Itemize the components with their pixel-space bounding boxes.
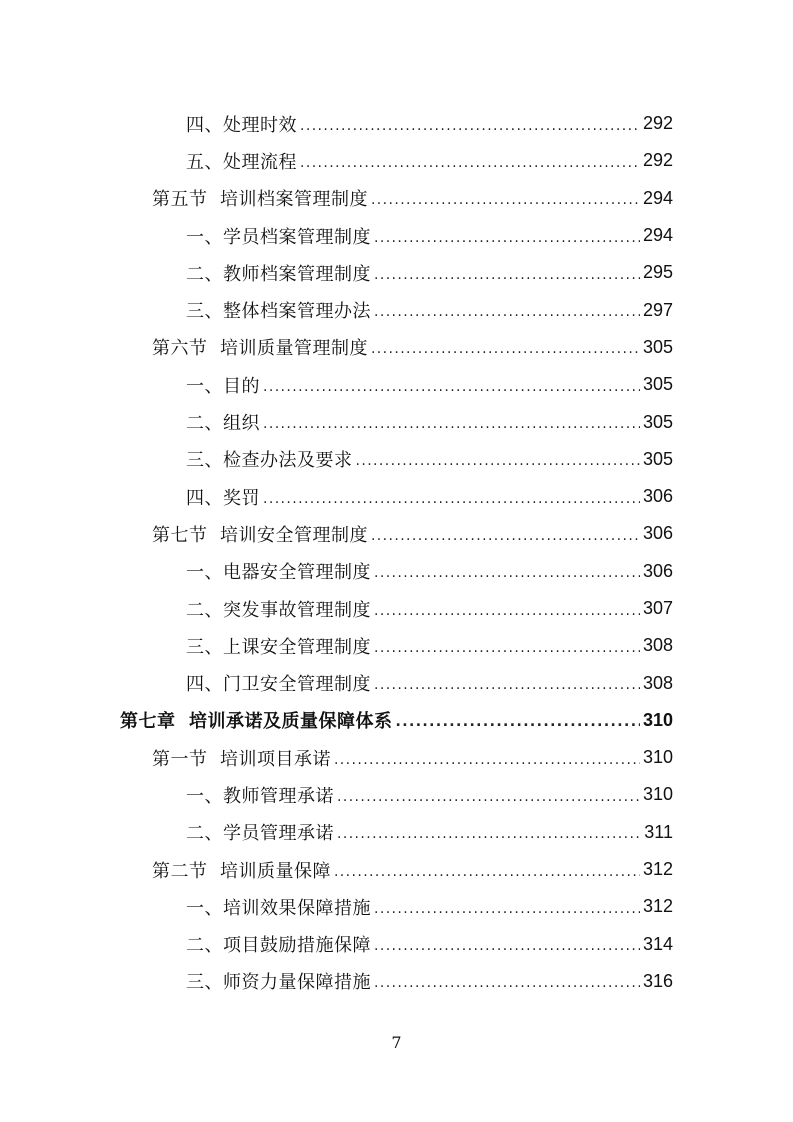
toc-entry-label: 三、上课安全管理制度 [186,636,371,658]
toc-entry-page-number: 292 [642,150,673,171]
toc-chapter-entry[interactable] [0,702,673,739]
toc-entry-label: 四、处理时效 [186,114,297,136]
toc-subsection-entry[interactable] [0,403,673,440]
toc-subsection-entry[interactable] [0,142,673,179]
dot-leader [337,789,640,805]
dot-leader [334,864,640,880]
dot-leader [263,491,640,507]
toc-entry-label: 五、处理流程 [186,151,297,173]
toc-entry-label: 四、奖罚 [186,487,260,509]
dot-leader [371,528,640,544]
toc-entry-page-number: 294 [642,225,673,246]
toc-entry-label: 二、教师档案管理制度 [186,263,371,285]
toc-entry-label: 第六节 培训质量管理制度 [152,338,368,360]
toc-entry-page-number: 308 [642,672,673,693]
toc-entry-label: 第五节 培训档案管理制度 [152,189,368,211]
toc-entry-label: 第七节 培训安全管理制度 [152,524,368,546]
toc-subsection-entry[interactable] [0,627,673,664]
toc-entry-page-number: 306 [642,486,673,507]
dot-leader [374,677,640,693]
toc-entry-page-number: 307 [642,598,673,618]
toc-entry-page-number: 297 [642,299,673,320]
toc-subsection-entry[interactable] [0,963,673,1000]
toc-entry-page-number: 314 [642,933,673,954]
dot-leader [371,192,640,208]
toc-entry-page-number: 312 [642,896,673,917]
toc-entry-label: 一、学员档案管理制度 [186,226,371,248]
toc-entry-page-number: 305 [642,336,673,357]
toc-entry-label: 三、师资力量保障措施 [186,972,371,994]
dot-leader [374,975,640,991]
toc-entry-page-number: 305 [642,411,673,432]
toc-entry-label: 二、项目鼓励措施保障 [186,935,371,957]
toc-section-entry[interactable] [0,180,673,217]
toc-entry-page-number: 305 [642,374,673,395]
dot-leader [374,565,640,581]
toc-entry-label: 一、培训效果保障措施 [186,897,371,919]
toc-entry-label: 二、突发事故管理制度 [186,599,371,621]
dot-leader [356,453,640,469]
toc-section-entry[interactable] [0,515,673,552]
toc-entry-page-number: 306 [642,560,673,581]
toc-section-entry[interactable] [0,739,673,776]
table-of-contents [0,105,793,1000]
toc-entry-page-number: 295 [642,262,673,283]
dot-leader [374,640,640,656]
toc-entry-page-number: 316 [642,970,673,991]
toc-subsection-entry[interactable] [0,553,673,590]
dot-leader [396,714,640,730]
toc-entry-label: 二、学员管理承诺 [186,823,334,845]
dot-leader [263,379,640,395]
toc-entry-label: 第一节 培训项目承诺 [152,748,331,770]
toc-subsection-entry[interactable] [0,888,673,925]
dot-leader [371,341,640,357]
dot-leader [337,826,641,842]
page-number: 7 [391,1033,402,1052]
toc-entry-label: 三、整体档案管理办法 [186,301,371,323]
toc-subsection-entry[interactable] [0,776,673,813]
dot-leader [374,304,640,320]
toc-entry-page-number: 310 [642,709,673,730]
toc-entry-label: 第七章 培训承诺及质量保障体系 [120,711,393,733]
toc-subsection-entry[interactable] [0,814,673,851]
dot-leader [374,603,640,619]
toc-entry-page-number: 305 [642,448,673,469]
toc-subsection-entry[interactable] [0,366,673,403]
dot-leader [263,416,640,432]
toc-entry-page-number: 306 [642,523,673,544]
dot-leader [300,155,640,171]
dot-leader [374,267,640,283]
toc-subsection-entry[interactable] [0,217,673,254]
toc-subsection-entry[interactable] [0,590,673,627]
toc-entry-page-number: 292 [642,113,673,134]
dot-leader [300,118,640,134]
toc-entry-label: 一、目的 [186,375,260,397]
toc-entry-page-number: 312 [642,859,673,880]
dot-leader [374,938,640,954]
toc-entry-page-number: 310 [642,784,673,805]
toc-entry-page-number: 294 [642,187,673,208]
toc-entry-label: 一、电器安全管理制度 [186,562,371,584]
toc-entry-label: 一、教师管理承诺 [186,785,334,807]
toc-section-entry[interactable] [0,329,673,366]
dot-leader [334,752,640,768]
toc-subsection-entry[interactable] [0,254,673,291]
dot-leader [374,230,640,246]
toc-entry-page-number: 311 [644,821,673,842]
toc-entry-page-number: 310 [642,747,673,768]
toc-subsection-entry[interactable] [0,441,673,478]
toc-subsection-entry[interactable] [0,105,673,142]
toc-entry-label: 三、检查办法及要求 [186,450,353,472]
toc-subsection-entry[interactable] [0,926,673,963]
toc-entry-page-number: 308 [642,635,673,656]
toc-subsection-entry[interactable] [0,291,673,328]
toc-subsection-entry[interactable] [0,478,673,515]
toc-entry-label: 二、组织 [186,413,260,435]
toc-entry-label: 四、门卫安全管理制度 [186,674,371,696]
toc-entry-label: 第二节 培训质量保障 [152,860,331,882]
dot-leader [374,901,640,917]
toc-section-entry[interactable] [0,851,673,888]
toc-subsection-entry[interactable] [0,664,673,701]
